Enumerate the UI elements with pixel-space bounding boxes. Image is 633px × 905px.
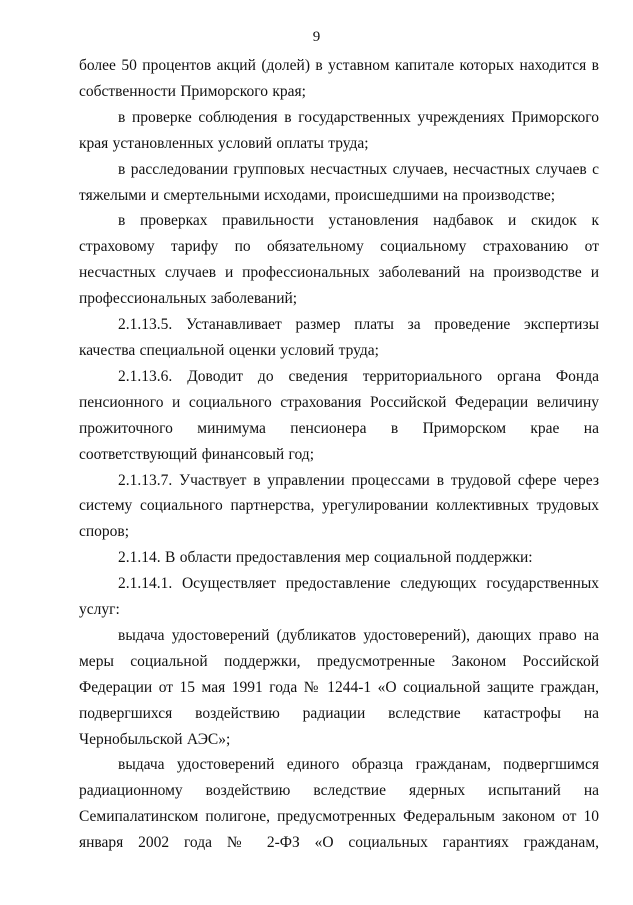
paragraph-salary-check: в проверке соблюдения в государственных учреждениях Приморского края установленных условий оплаты труда; bbox=[79, 108, 599, 152]
paragraph-2-1-13-6: 2.1.13.6. Доводит до сведения территориального органа Фонда пенсионного и социального страхования Российской Федерации величину прожиточного минимума пенсионера в Приморском крае на соответствующий финансовый год; bbox=[79, 367, 599, 463]
paragraph-2-1-14-1: 2.1.14.1. Осуществляет предоставление следующих государственных услуг: bbox=[79, 575, 599, 619]
paragraph-semipalatinsk-certificates: выдача удостоверений единого образца гражданам, подвергшимся радиационному воздействию вследствие ядерных испытаний на Семипалатинском полигоне, предусмотренных Федеральным законом от 10 января 2002 года № 2-ФЗ «О социальных гарантиях гражданам, bbox=[79, 756, 599, 852]
paragraph-2-1-13-7: 2.1.13.7. Участвует в управлении процессами в трудовой сфере через систему социального партнерства, урегулировании коллективных трудовых споров; bbox=[79, 471, 599, 541]
paragraph-chernobyl-certificates: выдача удостоверений (дубликатов удостоверений), дающих право на меры социальной поддержки, предусмотренные Законом Российской Федерации от 15 мая 1991 года № 1244-1 «О социальной защите граждан, подвергшихся воздействию радиации вследствие катастрофы на Чернобыльской АЭС»; bbox=[79, 626, 599, 748]
page-number: 9 bbox=[312, 29, 321, 45]
paragraph-continuation: более 50 процентов акций (долей) в уставном капитале которых находится в собственности Приморского края; bbox=[79, 57, 599, 100]
paragraph-accident-investigation: в расследовании групповых несчастных случаев, несчастных случаев с тяжелыми и смертельными исходами, происшедшими на производстве; bbox=[79, 160, 599, 204]
paragraph-2-1-14: 2.1.14. В области предоставления мер социальной поддержки: bbox=[118, 549, 533, 567]
paragraph-2-1-13-5: 2.1.13.5. Устанавливает размер платы за проведение экспертизы качества специальной оценки условий труда; bbox=[79, 316, 599, 359]
paragraph-insurance-tariff-check: в проверках правильности установления надбавок и скидок к страховому тарифу по обязательному социальному страхованию от несчастных случаев и профессиональных заболеваний на производстве и профессиональных заболеваний; bbox=[79, 212, 599, 308]
document-body bbox=[79, 53, 599, 856]
